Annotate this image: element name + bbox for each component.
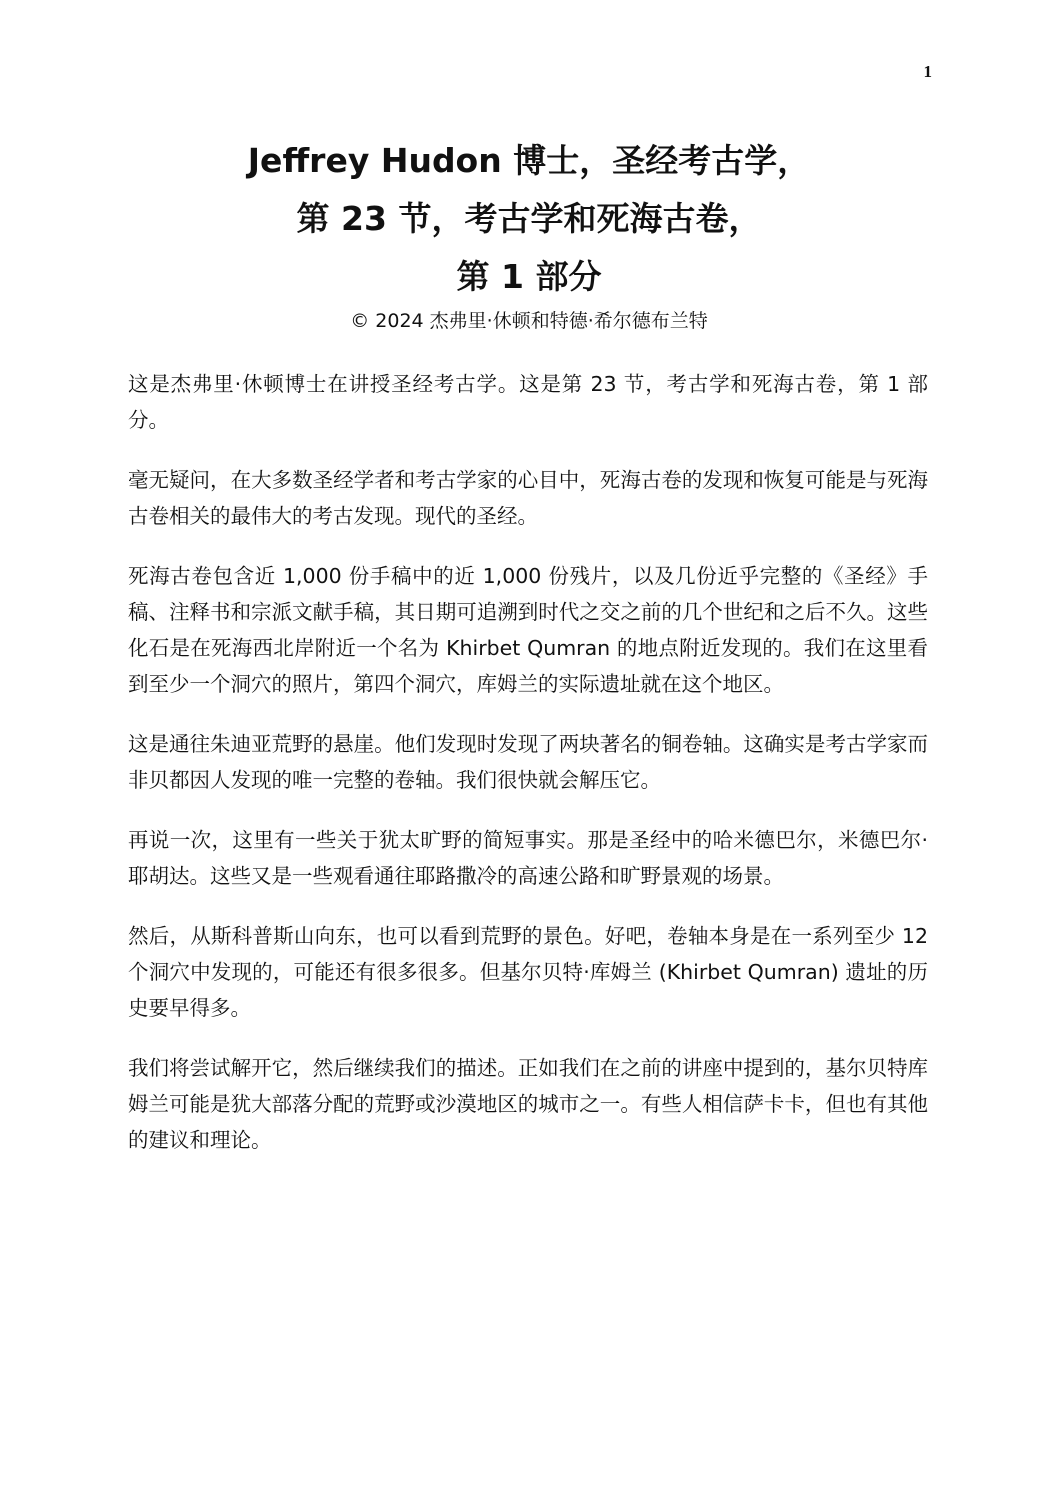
document-title-line-2: 第 23 节，考古学和死海古卷， xyxy=(296,199,762,238)
title-block xyxy=(0,132,1058,336)
paragraph-1: 这是杰弗里·休顿博士在讲授圣经考古学。这是第 23 节，考古学和死海古卷，第 1 部分。 xyxy=(128,372,928,432)
document-body xyxy=(128,366,928,1182)
paragraph-7: 我们将尝试解开它，然后继续我们的描述。正如我们在之前的讲座中提到的，基尔贝特库姆兰可能是犹大部落分配的荒野或沙漠地区的城市之一。有些人相信萨卡卡，但也有其他的建议和理论。 xyxy=(128,1056,928,1152)
paragraph-3: 死海古卷包含近 1,000 份手稿中的近 1,000 份残片，以及几份近乎完整的《圣经》手稿、注释书和宗派文献手稿，其日期可追溯到时代之交之前的几个世纪和之后不久。这些化石是在死海西北岸附近一个名为 Khirbet Qumran 的地点附近发现的。我们在这里看到至少一个洞穴的照片，第四个洞穴，库姆兰的实际遗址就在这个地区。 xyxy=(128,564,928,696)
document-title-line-1: Jeffrey Hudon 博士，圣经考古学， xyxy=(247,141,811,180)
paragraph-2: 毫无疑问，在大多数圣经学者和考古学家的心目中，死海古卷的发现和恢复可能是与死海古卷相关的最伟大的考古发现。现代的圣经。 xyxy=(128,468,928,528)
paragraph-6: 然后，从斯科普斯山向东，也可以看到荒野的景色。好吧，卷轴本身是在一系列至少 12 个洞穴中发现的，可能还有很多很多。但基尔贝特·库姆兰 (Khirbet Qumran) 遗址的历史要早得多。 xyxy=(128,924,928,1020)
paragraph-5: 再说一次，这里有一些关于犹太旷野的简短事实。那是圣经中的哈米德巴尔，米德巴尔·耶胡达。这些又是一些观看通往耶路撒冷的高速公路和旷野景观的场景。 xyxy=(128,828,928,888)
copyright-notice: © 2024 杰弗里·休顿和特德·希尔德布兰特 xyxy=(350,310,708,332)
page-number: 1 xyxy=(923,62,932,81)
paragraph-4: 这是通往朱迪亚荒野的悬崖。他们发现时发现了两块著名的铜卷轴。这确实是考古学家而非贝都因人发现的唯一完整的卷轴。我们很快就会解压它。 xyxy=(128,732,928,792)
document-title-line-3: 第 1 部分 xyxy=(456,257,602,296)
